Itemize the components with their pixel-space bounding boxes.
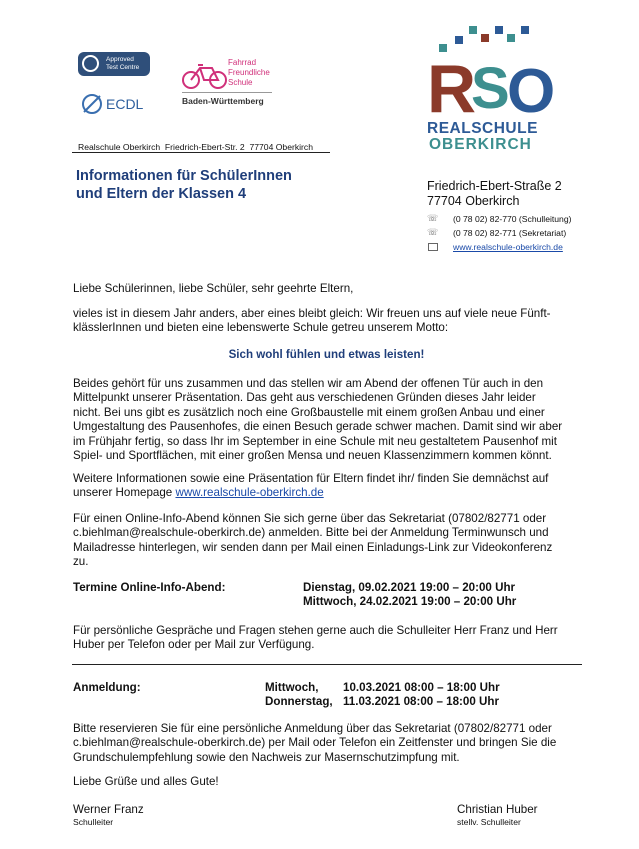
- approved-test-centre-logo: [78, 52, 150, 76]
- text-line: vieles ist in diesem Jahr anders, aber eines bleibt gleich: Wir freuen uns auf viele neue Fünft-: [73, 307, 551, 320]
- logo-square: [507, 34, 515, 42]
- text-line: Für persönliche Gespräche und Fragen stehen gerne auch die Schulleiter Herr Franz und Herr: [73, 624, 558, 637]
- logo-square: [521, 26, 529, 34]
- bicycle-icon: [182, 60, 228, 90]
- computer-icon: [428, 243, 438, 251]
- address-street: Friedrich-Ebert-Straße 2: [427, 179, 562, 193]
- text-line: c.biehlman@realschule-oberkirch.de) per Mail oder Telefon ein Zeitfenster und bringen Sie die: [73, 736, 557, 750]
- text-line: nicht. Bei uns gibt es zusätzlich noch eine Großbaustelle mit einem großen Anbau und einer: [73, 405, 545, 419]
- text-line: Mittelpunkt unserer Präsentation. Das geht aus verschiedenen Gründen dieses Jahr leider: [73, 391, 536, 405]
- phone-icon: ☏: [427, 213, 439, 223]
- logo-square: [495, 26, 503, 34]
- signature-role: stellv. Schulleiter: [457, 817, 521, 827]
- phone-schulleitung: (0 78 02) 82-770 (Schulleitung): [453, 214, 572, 224]
- svg-text:O: O: [507, 57, 556, 118]
- fahrrad-divider: [182, 92, 272, 93]
- termine-label: Termine Online-Info-Abend:: [73, 581, 226, 594]
- website-link[interactable]: www.realschule-oberkirch.de: [453, 242, 563, 252]
- text-line: c.biehlman@realschule-oberkirch.de) anmelden. Bitte bei der Anmeldung Terminwunsch und: [73, 526, 549, 540]
- text-line: Huber per Telefon oder per Mail zur Verfügung.: [73, 638, 315, 652]
- rso-letters: [427, 48, 563, 118]
- address-city: 77704 Oberkirch: [427, 194, 520, 208]
- ecdl-text: ECDL: [106, 96, 144, 112]
- oberkirch-text: OBERKIRCH: [429, 136, 532, 153]
- paragraph-homepage: [73, 472, 548, 501]
- text-fragment: unserer Homepage: [73, 486, 176, 500]
- fahrrad-logo: [182, 56, 282, 112]
- homepage-link[interactable]: www.realschule-oberkirch.de: [175, 486, 324, 500]
- schule-text: Schule: [228, 78, 253, 87]
- approved-text: Approved: [106, 56, 134, 63]
- motto: Sich wohl fühlen und etwas leisten!: [228, 348, 425, 361]
- ecdl-icon: [80, 92, 104, 116]
- section-divider: [72, 664, 582, 665]
- ecdl-logo: [80, 92, 160, 114]
- anmeldung-day: Mittwoch,: [265, 681, 319, 694]
- paragraph-gespraeche: [73, 624, 558, 653]
- fahrrad-text: Fahrrad: [228, 58, 257, 67]
- termin-date: Mittwoch, 24.02.2021 19:00 – 20:00 Uhr: [303, 595, 517, 608]
- anmeldung-day: Donnerstag,: [265, 695, 333, 708]
- logo-square: [469, 26, 477, 34]
- anmeldung-time: 10.03.2021 08:00 – 18:00 Uhr: [343, 681, 500, 694]
- text-line: Umgestaltung des Pausenhofes, die einen Besuch gerade schwer machen. Damit sind wir aber: [73, 420, 563, 434]
- paragraph-anmeldung: [73, 722, 556, 765]
- paragraph-online-info: [73, 512, 552, 570]
- text-line: Mailadresse hinterlegen, wir senden dann per Mail einen Einladungs-Link zur Videokonferenz: [73, 540, 553, 554]
- phone-icon: ☏: [427, 227, 439, 237]
- rso-logo: [425, 22, 565, 154]
- signature-role: Schulleiter: [73, 817, 114, 827]
- realschule-text: REALSCHULE: [427, 120, 538, 137]
- text-line: Weitere Informationen sowie eine Präsentation für Eltern findet ihr/ finden Sie demnächst auf: [73, 472, 549, 485]
- text-line: Bitte reservieren Sie für eine persönliche Anmeldung über das Sekretariat (07802/82771 oder: [73, 722, 552, 735]
- signature-name: Werner Franz: [73, 803, 144, 816]
- globe-icon: [82, 55, 99, 72]
- intro-paragraph: [73, 307, 551, 336]
- termin-date: Dienstag, 09.02.2021 19:00 – 20:00 Uhr: [303, 581, 516, 594]
- test-centre-text: Test Centre: [106, 64, 140, 71]
- text-line: Beides gehört für uns zusammen und das stellen wir am Abend der offenen Tür auch in den: [73, 377, 544, 390]
- sender-line: Realschule Oberkirch Friedrich-Ebert-Str. 2 77704 Oberkirch: [78, 142, 313, 152]
- svg-text:R: R: [427, 51, 477, 118]
- freundliche-text: Freundliche: [228, 68, 270, 77]
- text-line: im Frühjahr fertig, so dass Ihr im September in eine Schule mit neu gestaltetem Pausenhof mit: [73, 434, 557, 448]
- logo-square: [481, 34, 489, 42]
- paragraph-baustelle: [73, 377, 562, 463]
- svg-text:S: S: [471, 56, 510, 118]
- text-line: Spiel- und Sportflächen, mit einer großen Mensa und neuen Klassenzimmern kommen könnt.: [73, 449, 552, 463]
- phone-sekretariat: (0 78 02) 82-771 (Sekretariat): [453, 228, 567, 238]
- text-line: [73, 486, 548, 500]
- signature-name: Christian Huber: [457, 803, 538, 816]
- sender-underline: [72, 152, 330, 153]
- salutation: Liebe Schülerinnen, liebe Schüler, sehr geehrte Eltern,: [73, 282, 354, 295]
- anmeldung-label: Anmeldung:: [73, 681, 141, 694]
- text-line: klässlerInnen und bieten eine lebenswerte Schule getreu unserem Motto:: [73, 321, 449, 335]
- text-line: Für einen Online-Info-Abend können Sie sich gerne über das Sekretariat (07802/82771 oder: [73, 512, 547, 525]
- page-title: Informationen für SchülerInnen: [76, 168, 292, 184]
- logo-square: [455, 36, 463, 44]
- closing: Liebe Grüße und alles Gute!: [73, 775, 219, 788]
- anmeldung-time: 11.03.2021 08:00 – 18:00 Uhr: [343, 695, 499, 708]
- baden-wuerttemberg-text: Baden-Württemberg: [182, 96, 264, 106]
- text-line: zu.: [73, 555, 89, 569]
- page-title-line2: und Eltern der Klassen 4: [76, 186, 247, 202]
- text-line: Grundschulempfehlung sowie den Nachweis zur Masernschutzimpfung mit.: [73, 750, 460, 764]
